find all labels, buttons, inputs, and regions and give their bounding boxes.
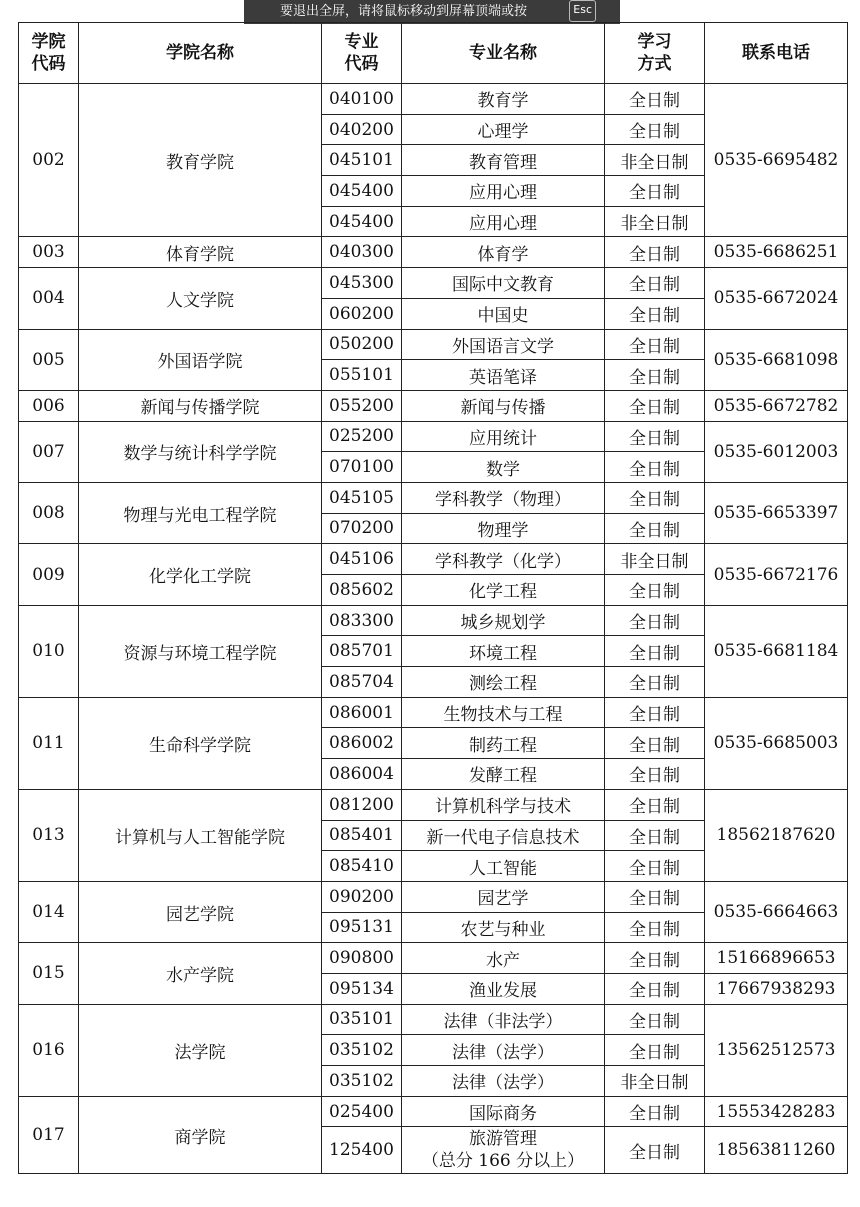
phone-cell: 0535-6672176 (705, 544, 848, 605)
college-name-cell: 资源与环境工程学院 (79, 605, 322, 697)
header-study-mode: 学习 方式 (605, 23, 705, 84)
college-code-cell: 013 (19, 789, 79, 881)
major-code-cell: 086001 (322, 697, 402, 728)
major-name-cell: 测绘工程 (402, 667, 605, 698)
phone-cell: 13562512573 (705, 1004, 848, 1096)
major-code-cell: 035102 (322, 1035, 402, 1066)
college-code-cell: 009 (19, 544, 79, 605)
major-name-cell: 体育学 (402, 237, 605, 268)
phone-cell: 0535-6653397 (705, 482, 848, 543)
table-row (19, 84, 848, 115)
esc-key-badge: Esc (569, 0, 596, 22)
study-mode-cell: 全日制 (605, 1035, 705, 1066)
phone-cell: 0535-6681184 (705, 605, 848, 697)
study-mode-cell: 全日制 (605, 575, 705, 606)
study-mode-cell: 全日制 (605, 1096, 705, 1127)
phone-cell: 0535-6672024 (705, 268, 848, 329)
major-name-line: 旅游管理 (469, 1129, 537, 1150)
major-name-cell: 水产 (402, 943, 605, 974)
study-mode-cell: 全日制 (605, 360, 705, 391)
college-code-cell: 007 (19, 421, 79, 482)
header-phone: 联系电话 (705, 23, 848, 84)
major-name-cell: 国际商务 (402, 1096, 605, 1127)
college-name-cell: 体育学院 (79, 237, 322, 268)
study-mode-cell: 非全日制 (605, 544, 705, 575)
study-mode-cell: 全日制 (605, 973, 705, 1004)
study-mode-cell: 全日制 (605, 912, 705, 943)
college-name-cell: 园艺学院 (79, 881, 322, 942)
college-code-cell: 002 (19, 84, 79, 237)
admissions-table (18, 22, 848, 1174)
college-code-cell: 011 (19, 697, 79, 789)
study-mode-cell: 全日制 (605, 452, 705, 483)
study-mode-cell: 全日制 (605, 1004, 705, 1035)
college-name-cell: 外国语学院 (79, 329, 322, 390)
major-code-cell: 085701 (322, 636, 402, 667)
major-code-cell: 045400 (322, 176, 402, 207)
major-name-cell: 环境工程 (402, 636, 605, 667)
major-name-cell: 法律（非法学） (402, 1004, 605, 1035)
table-row (19, 482, 848, 513)
major-name-cell: 渔业发展 (402, 973, 605, 1004)
major-name-cell: 人工智能 (402, 851, 605, 882)
table-body (19, 84, 848, 1174)
study-mode-cell: 全日制 (605, 605, 705, 636)
study-mode-cell: 非全日制 (605, 145, 705, 176)
major-name-cell (402, 1127, 605, 1174)
college-name-cell: 物理与光电工程学院 (79, 482, 322, 543)
fullscreen-exit-banner (244, 0, 620, 24)
college-code-cell: 017 (19, 1096, 79, 1174)
study-mode-cell: 全日制 (605, 114, 705, 145)
study-mode-cell: 全日制 (605, 421, 705, 452)
table-row (19, 789, 848, 820)
phone-cell: 0535-6012003 (705, 421, 848, 482)
major-name-cell: 制药工程 (402, 728, 605, 759)
phone-cell: 0535-6664663 (705, 881, 848, 942)
college-name-cell: 商学院 (79, 1096, 322, 1174)
major-code-cell: 025400 (322, 1096, 402, 1127)
study-mode-cell: 全日制 (605, 728, 705, 759)
table-row (19, 268, 848, 299)
major-code-cell: 086004 (322, 759, 402, 790)
header-major-name: 专业名称 (402, 23, 605, 84)
major-code-cell: 040300 (322, 237, 402, 268)
study-mode-cell: 非全日制 (605, 1066, 705, 1097)
table-row (19, 605, 848, 636)
study-mode-cell: 非全日制 (605, 206, 705, 237)
major-code-cell: 085410 (322, 851, 402, 882)
major-code-cell: 085704 (322, 667, 402, 698)
phone-cell: 0535-6681098 (705, 329, 848, 390)
header-college-name: 学院名称 (79, 23, 322, 84)
college-name-cell: 教育学院 (79, 84, 322, 237)
major-name-cell: 物理学 (402, 513, 605, 544)
college-name-cell: 新闻与传播学院 (79, 390, 322, 421)
table-row (19, 544, 848, 575)
study-mode-cell: 全日制 (605, 1127, 705, 1174)
phone-cell: 0535-6672782 (705, 390, 848, 421)
college-code-cell: 003 (19, 237, 79, 268)
header-major-code: 专业 代码 (322, 23, 402, 84)
major-code-cell: 055101 (322, 360, 402, 391)
college-name-cell: 计算机与人工智能学院 (79, 789, 322, 881)
major-name-cell: 计算机科学与技术 (402, 789, 605, 820)
college-name-cell: 法学院 (79, 1004, 322, 1096)
major-name-cell: 英语笔译 (402, 360, 605, 391)
table-row (19, 421, 848, 452)
study-mode-cell: 全日制 (605, 176, 705, 207)
study-mode-cell: 全日制 (605, 759, 705, 790)
phone-cell: 18563811260 (705, 1127, 848, 1174)
major-code-cell: 086002 (322, 728, 402, 759)
college-name-cell: 化学化工学院 (79, 544, 322, 605)
table-row (19, 390, 848, 421)
major-code-cell: 050200 (322, 329, 402, 360)
major-name-cell: 外国语言文学 (402, 329, 605, 360)
study-mode-cell: 全日制 (605, 943, 705, 974)
major-code-cell: 040200 (322, 114, 402, 145)
major-code-cell: 085401 (322, 820, 402, 851)
major-name-cell: 教育管理 (402, 145, 605, 176)
phone-cell: 15166896653 (705, 943, 848, 974)
major-code-cell: 090200 (322, 881, 402, 912)
study-mode-cell: 全日制 (605, 820, 705, 851)
table-row (19, 881, 848, 912)
phone-cell: 17667938293 (705, 973, 848, 1004)
major-name-cell: 应用心理 (402, 206, 605, 237)
study-mode-cell: 全日制 (605, 513, 705, 544)
study-mode-cell: 全日制 (605, 636, 705, 667)
header-row (19, 23, 848, 84)
table-row (19, 943, 848, 974)
major-code-cell: 095134 (322, 973, 402, 1004)
major-code-cell: 081200 (322, 789, 402, 820)
study-mode-cell: 全日制 (605, 237, 705, 268)
college-name-cell: 数学与统计科学学院 (79, 421, 322, 482)
major-code-cell: 055200 (322, 390, 402, 421)
study-mode-cell: 全日制 (605, 881, 705, 912)
college-name-cell: 人文学院 (79, 268, 322, 329)
major-code-cell: 045400 (322, 206, 402, 237)
phone-cell: 18562187620 (705, 789, 848, 881)
major-name-cell: 新闻与传播 (402, 390, 605, 421)
major-code-cell: 045300 (322, 268, 402, 299)
study-mode-cell: 全日制 (605, 298, 705, 329)
college-name-cell: 生命科学学院 (79, 697, 322, 789)
college-name-cell: 水产学院 (79, 943, 322, 1004)
major-name-cell: 学科教学（化学） (402, 544, 605, 575)
phone-cell: 0535-6685003 (705, 697, 848, 789)
major-name-cell: 发酵工程 (402, 759, 605, 790)
header-college-code: 学院 代码 (19, 23, 79, 84)
major-name-cell: 法律（法学） (402, 1035, 605, 1066)
major-name-cell: 生物技术与工程 (402, 697, 605, 728)
major-name-cell: 国际中文教育 (402, 268, 605, 299)
table-row (19, 1096, 848, 1127)
college-code-cell: 004 (19, 268, 79, 329)
college-code-cell: 008 (19, 482, 79, 543)
major-code-cell: 070100 (322, 452, 402, 483)
major-code-cell: 035101 (322, 1004, 402, 1035)
study-mode-cell: 全日制 (605, 329, 705, 360)
college-code-cell: 010 (19, 605, 79, 697)
major-code-cell: 125400 (322, 1127, 402, 1174)
major-code-cell: 025200 (322, 421, 402, 452)
major-name-cell: 心理学 (402, 114, 605, 145)
major-code-cell: 083300 (322, 605, 402, 636)
major-name-cell: 新一代电子信息技术 (402, 820, 605, 851)
table-row (19, 1004, 848, 1035)
major-name-cell: 教育学 (402, 84, 605, 115)
major-code-cell: 090800 (322, 943, 402, 974)
study-mode-cell: 全日制 (605, 789, 705, 820)
major-name-cell: 数学 (402, 452, 605, 483)
major-code-cell: 040100 (322, 84, 402, 115)
major-code-cell: 085602 (322, 575, 402, 606)
major-code-cell: 095131 (322, 912, 402, 943)
college-code-cell: 006 (19, 390, 79, 421)
major-name-cell: 应用统计 (402, 421, 605, 452)
major-name-cell: 园艺学 (402, 881, 605, 912)
study-mode-cell: 全日制 (605, 697, 705, 728)
major-code-cell: 045106 (322, 544, 402, 575)
major-code-cell: 045101 (322, 145, 402, 176)
study-mode-cell: 全日制 (605, 667, 705, 698)
study-mode-cell: 全日制 (605, 851, 705, 882)
major-code-cell: 060200 (322, 298, 402, 329)
major-name-cell: 中国史 (402, 298, 605, 329)
table-row (19, 697, 848, 728)
phone-cell: 0535-6686251 (705, 237, 848, 268)
study-mode-cell: 全日制 (605, 482, 705, 513)
major-name-cell: 化学工程 (402, 575, 605, 606)
college-code-cell: 005 (19, 329, 79, 390)
phone-cell: 15553428283 (705, 1096, 848, 1127)
college-code-cell: 016 (19, 1004, 79, 1096)
banner-text: 要退出全屏，请将鼠标移动到屏幕顶端或按 (280, 4, 528, 19)
major-name-cell: 应用心理 (402, 176, 605, 207)
major-name-note: （总分 166 分以上） (421, 1151, 585, 1172)
study-mode-cell: 全日制 (605, 268, 705, 299)
table-row (19, 329, 848, 360)
college-code-cell: 015 (19, 943, 79, 1004)
major-code-cell: 045105 (322, 482, 402, 513)
study-mode-cell: 全日制 (605, 390, 705, 421)
major-name-cell: 农艺与种业 (402, 912, 605, 943)
major-code-cell: 035102 (322, 1066, 402, 1097)
major-code-cell: 070200 (322, 513, 402, 544)
major-name-cell: 法律（法学） (402, 1066, 605, 1097)
major-name-cell: 城乡规划学 (402, 605, 605, 636)
study-mode-cell: 全日制 (605, 84, 705, 115)
major-name-cell: 学科教学（物理） (402, 482, 605, 513)
phone-cell: 0535-6695482 (705, 84, 848, 237)
table-row (19, 237, 848, 268)
college-code-cell: 014 (19, 881, 79, 942)
